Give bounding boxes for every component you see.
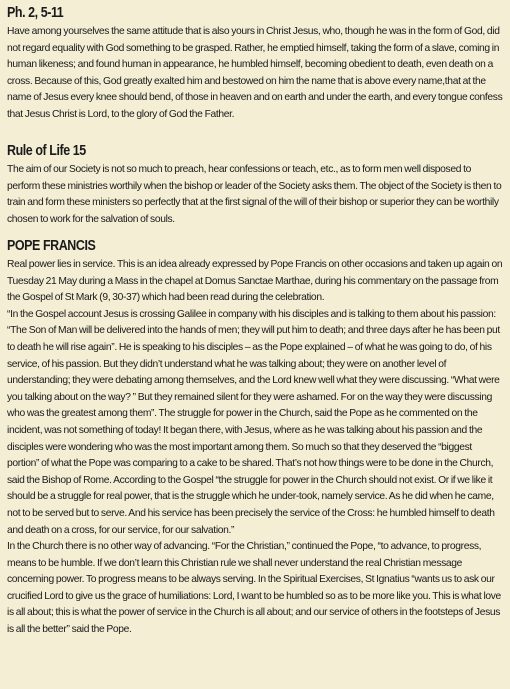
paragraph-philippians: Have among yourselves the same attitude that is also yours in Christ Jesus, who, though he was in the form of God, did not regard equality with God something to be grasped. Rather, he emptied himself, taking the form of a slave, coming in human likeness; and found human in appearance, he humbled himself, becoming obedient to death, even death on a cross. Because of this, God greatly exalted him and bestowed on him the name that is above every name,that at the name of Jesus every knee should bend, of those in heaven and on earth and under the earth, and every tongue confess that Jesus Christ is Lord, to the glory of God the Father. [7,26,503,120]
section-heading-pope-francis: POPE FRANCIS [7,238,96,254]
section-pope-francis [7,237,504,639]
paragraph-pope-francis-advancing: In the Church there is no other way of advancing. “For the Christian,” continued the Pope, “to advance, to progress, means to be humble. If we don’t learn this Christian rule we shall never understand the real Christian message concerning power. To progress means to be always serving. In the Spiritual Exercises, St Ignatius “wants us to ask our crucified Lord to give us the grace of humiliations: Lord, I want to be humbled so as to be more like you. This is what love is all about; this is what the power of service in the Church is all about; and our service of others in the footsteps of Jesus is all the better” said the Pope. [7,541,501,636]
paragraph-pope-francis-intro: Real power lies in service. This is an idea already expressed by Pope Francis on other occasions and taken up again on Tuesday 21 May during a Mass in the chapel at Domus Sanctae Marthae, during his commentary on the passage from the Gospel of St Mark (9, 30-37) which had been read during the celebration. [7,259,503,304]
paragraph-pope-francis-gospel: “In the Gospel account Jesus is crossing Galilee in company with his disciples and is talking to them about his passion: “The Son of Man will be delivered into the hands of men; they will put him to death; and three days after he has been put to death he will rise again”. He is speaking to his disciples – as the Pope explained – of what he was going to do, of his service, of his passion. But they didn’t understand what he was talking about; they were on another level of understanding; they were debating among themselves, and the Lord knew well what they were discussing. “What were you talking about on the way? ” But they remained silent for they were ashamed. For on the way they were discussing who was the greatest among them”. The struggle for power in the Church, said the Pope as he commented on the incident, was not something of today! It began there, with Jesus, where as he was talking about his passion and the disciples were wondering who was the most important among them. So much so that they deserved the “biggest portion” of what the Pope was comparing to a cake to be shared. That’s not how things were to be done in the Church, said the Bishop of Rome. According to the Gospel “the struggle for power in the Church should not exist. Or if we like it should be a struggle for real power, that is the struggle which he under-took, namely service. As he did when he came, not to be served but to serve. And his service has been precisely the service of the Cross: he humbled himself to death and death on a cross, for our service, for our salvation.” [7,308,500,536]
section-rule-of-life [7,142,504,228]
section-heading-philippians: Ph. 2, 5-11 [7,5,64,21]
section-philippians [7,4,504,124]
paragraph-rule-of-life: The aim of our Society is not so much to preach, hear confessions or teach, etc., as to form men well disposed to perform these ministries worthily when the bishop or leader of the Society asks them. The object of the Society is then to train and form these ministers so perfectly that at the first signal of the will of their bishop or superior they can be worthily chosen to work for the salvation of souls. [7,164,502,225]
section-heading-rule-of-life: Rule of Life 15 [7,143,86,159]
